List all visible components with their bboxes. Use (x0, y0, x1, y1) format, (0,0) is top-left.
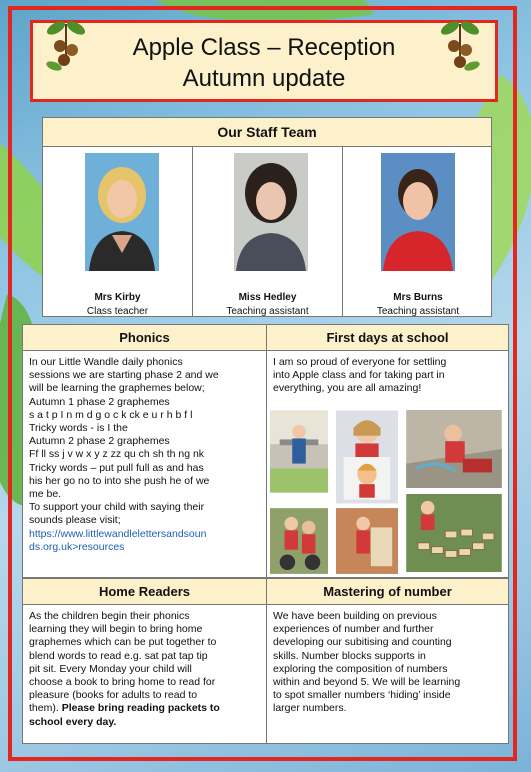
text-line: learning they will begin to bring home (29, 623, 203, 636)
page-title: Apple Class – Reception (132, 34, 396, 61)
text-line: within and beyond 5. We will be learning (273, 676, 461, 689)
title-banner (30, 20, 498, 102)
first-days-heading: First days at school (267, 325, 508, 351)
text-line: Tricky words – put pull full as and has (29, 461, 204, 474)
text-line: his her go no to into she push he of we (29, 474, 210, 487)
text-line: choose a book to bring home to read for (29, 676, 216, 689)
resource-link[interactable]: https://www.littlewandlelettersandsoun (29, 527, 207, 540)
staff-card (43, 147, 193, 317)
text-line: sessions we are starting phase 2 and we (29, 369, 219, 382)
text-line: larger numbers. (273, 702, 347, 715)
text-line: sounds please visit; (29, 514, 121, 527)
text-line: experiences of number and further (273, 623, 434, 636)
class-photo (335, 507, 399, 575)
staff-photo (231, 153, 311, 271)
staff-card (193, 147, 343, 317)
number-panel (266, 578, 509, 744)
phonics-heading: Phonics (23, 325, 266, 351)
home-readers-heading: Home Readers (23, 579, 266, 605)
text-line: exploring the composition of numbers (273, 662, 448, 675)
text-line: will be learning the graphemes below; (29, 382, 205, 395)
first-days-panel (266, 324, 509, 578)
text-line: s a t p I n m d g o c k ck e u r h b f l (29, 408, 193, 421)
number-text (267, 605, 508, 721)
text-line: Tricky words - is I the (29, 422, 128, 435)
staff-card (343, 147, 493, 317)
staff-name: Mrs Burns (393, 292, 443, 303)
staff-team-heading: Our Staff Team (43, 118, 491, 147)
text-line: developing our subitising and counting (273, 636, 452, 649)
first-days-text (267, 351, 508, 401)
staff-role: Class teacher (86, 306, 149, 317)
class-photo (269, 409, 329, 494)
staff-name: Mrs Kirby (94, 292, 141, 303)
text-line (29, 716, 260, 729)
home-readers-text (23, 605, 266, 734)
staff-photo (85, 153, 159, 271)
phonics-text (23, 351, 266, 559)
text-line: me be. (29, 488, 62, 501)
number-heading: Mastering of number (267, 579, 508, 605)
text-line: pleasure (books for adults to read to (29, 689, 198, 702)
staff-team-panel (42, 117, 492, 317)
staff-name: Miss Hedley (238, 292, 297, 303)
class-photo (405, 409, 503, 489)
phonics-panel (22, 324, 267, 578)
text-line: To support your child with saying their (29, 501, 205, 514)
resource-link[interactable]: ds.org.uk>resources (29, 540, 125, 553)
reading-packets-reminder: Please bring reading packets to (61, 702, 220, 715)
text-line: We have been building on previous (273, 610, 437, 622)
home-readers-panel (22, 578, 267, 744)
text-line: Autumn 2 phase 2 graphemes (29, 435, 170, 448)
reading-packets-reminder-end: school every day. (29, 715, 117, 728)
staff-role: Teaching assistant (376, 306, 460, 317)
text-line: to spot smaller numbers ‘hiding’ inside (273, 689, 451, 702)
text-fragment: them). (29, 702, 59, 715)
text-line: I am so proud of everyone for settling (273, 356, 447, 368)
text-line: As the children begin their phonics (29, 610, 190, 622)
text-line: skills. Number blocks supports in (273, 649, 426, 662)
text-line (29, 702, 260, 715)
class-photo (269, 507, 329, 575)
text-line: pit sit. Every Monday your child will (29, 662, 192, 675)
text-line: into Apple class and for taking part in (273, 369, 445, 382)
text-line: In our Little Wandle daily phonics (29, 356, 183, 368)
class-photo (335, 409, 399, 505)
staff-photo (378, 153, 458, 271)
text-line: everything, you are all amazing! (273, 382, 422, 395)
text-line: blend words to read e.g. sat pat tap tip (29, 649, 208, 662)
text-line: graphemes which can be put together to (29, 636, 217, 649)
class-photo (405, 493, 503, 573)
staff-role: Teaching assistant (226, 306, 309, 317)
page-subtitle: Autumn update (182, 65, 346, 92)
text-line: Autumn 1 phase 2 graphemes (29, 395, 170, 408)
conker-leaf-icon (438, 16, 482, 74)
conker-leaf-icon (44, 16, 88, 74)
text-line: Ff ll ss j v w x y z zz qu ch sh th ng nk (29, 448, 205, 461)
